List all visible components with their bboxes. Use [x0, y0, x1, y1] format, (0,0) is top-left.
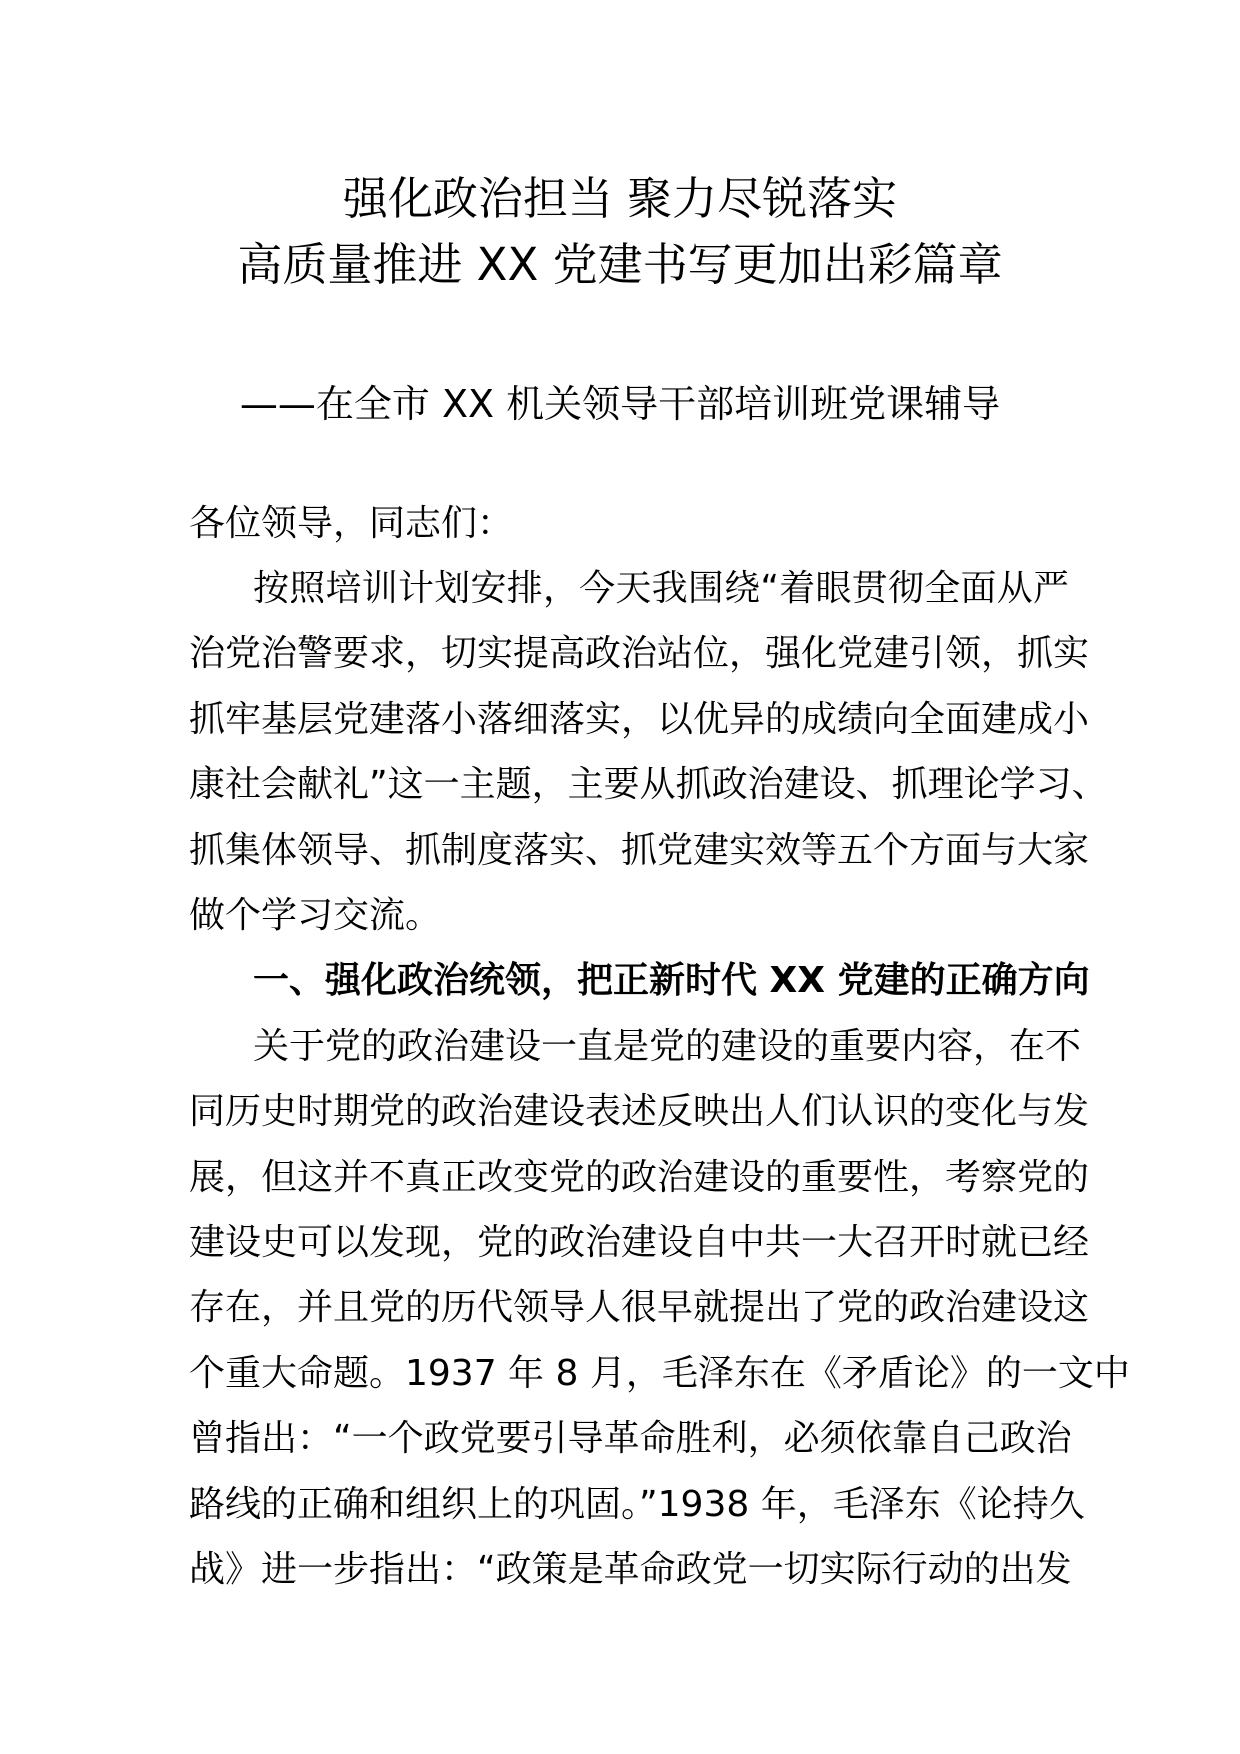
- body-line: 曾指出：“一个政党要引导革命胜利，必须依靠自己政治: [189, 1418, 1072, 1460]
- document-title-line-2: 高质量推进 XX 党建书写更加出彩篇章: [237, 238, 1003, 291]
- body-line: 存在，并且党的历代领导人很早就提出了党的政治建设这: [189, 1287, 1090, 1329]
- body-line: 抓集体领导、抓制度落实、抓党建实效等五个方面与大家: [189, 829, 1090, 871]
- body-line: 建设史可以发现，党的政治建设自中共一大召开时就已经: [189, 1222, 1090, 1263]
- document-subtitle: ——在全市 XX 机关领导干部培训班党课辅导: [239, 382, 1001, 426]
- body-line: 战》进一步指出：“政策是革命政党一切实际行动的出发: [189, 1549, 1072, 1590]
- body-line: 展，但这并不真正改变党的政治建设的重要性，考察党的: [189, 1156, 1090, 1198]
- body-line: 同历史时期党的政治建设表述反映出人们认识的变化与发: [189, 1091, 1090, 1133]
- body-line: 按照培训计划安排，今天我围绕“着眼贯彻全面从严: [253, 568, 1069, 609]
- body-line: 个重大命题。1937 年 8 月，毛泽东在《矛盾论》的一文中: [189, 1352, 1130, 1394]
- body-line: 做个学习交流。: [189, 895, 442, 936]
- body-line: 关于党的政治建设一直是党的建设的重要内容，在不: [253, 1025, 1082, 1067]
- body-line: 抓牢基层党建落小落细落实，以优异的成绩向全面建成小: [189, 698, 1090, 740]
- document-title-line-1: 强化政治担当 聚力尽锐落实: [342, 172, 898, 225]
- section-heading: 一、强化政治统领，把正新时代 XX 党建的正确方向: [253, 960, 1090, 1002]
- salutation: 各位领导，同志们：: [189, 503, 514, 544]
- body-line: 康社会献礼”这一主题，主要从抓政治建设、抓理论学习、: [189, 764, 1108, 806]
- body-line: 路线的正确和组织上的巩固。”1938 年，毛泽东《论持久: [189, 1483, 1085, 1525]
- body-line: 治党治警要求，切实提高政治站位，强化党建引领，抓实: [189, 633, 1090, 675]
